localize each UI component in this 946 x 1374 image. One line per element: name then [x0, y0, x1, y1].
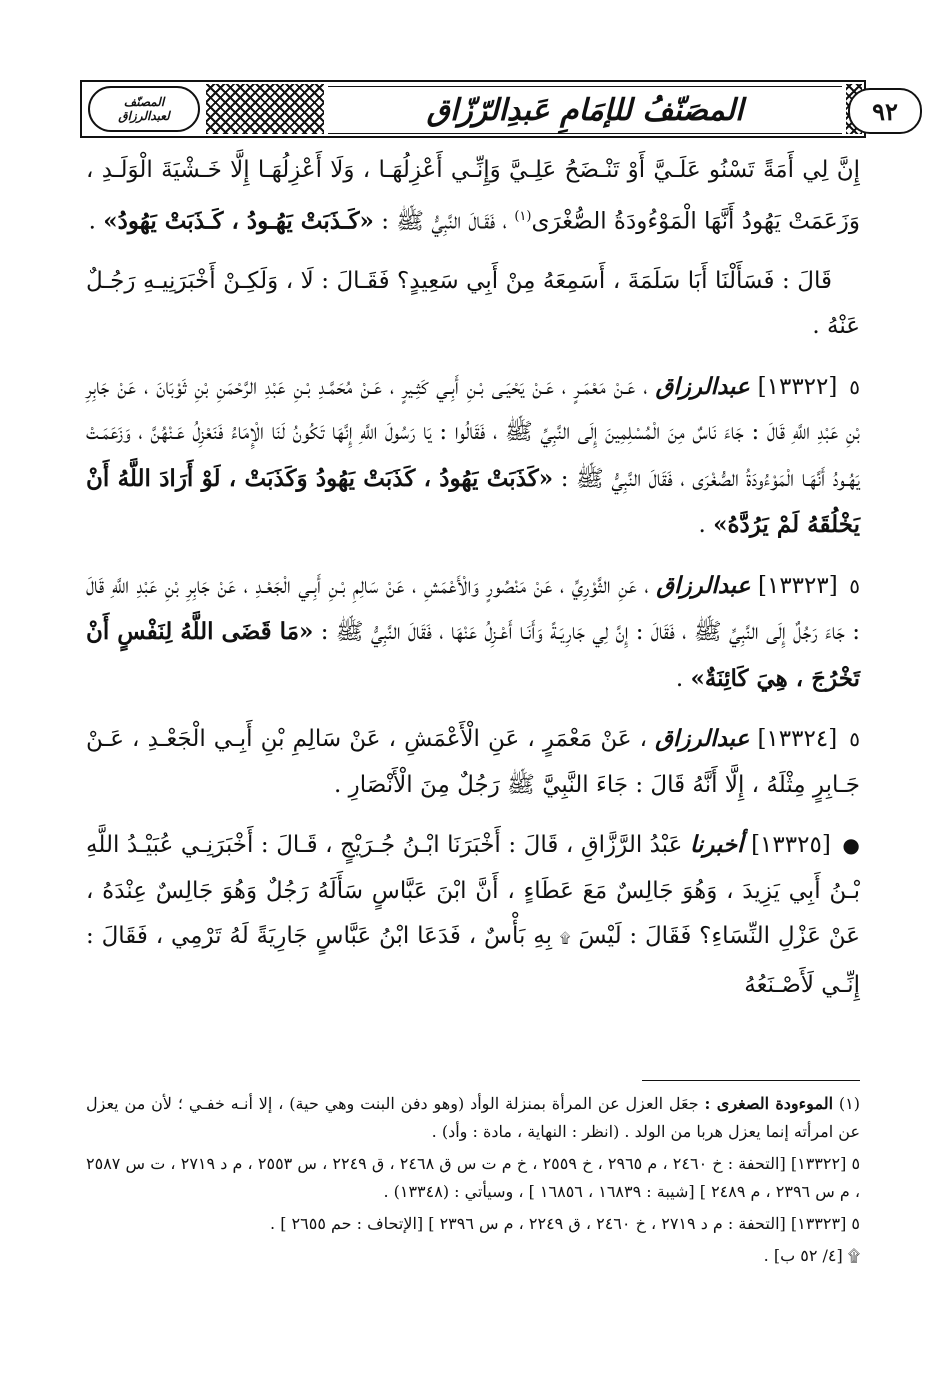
narrator-name: أخبرنا	[689, 831, 744, 859]
hadith-marker: ٥	[849, 374, 861, 399]
text-segment: .	[675, 665, 684, 692]
footnote-folio	[86, 1242, 860, 1270]
text-segment: ، فَقَـالَ النَّبِيُّ ﷺ :	[381, 208, 508, 235]
folio-mark-icon: ۩	[847, 1246, 860, 1265]
text-segment: إِنَّ لِي أَمَةً تَسْنُو عَلَـيَّ أَوْ تَنْـضَحُ عَلِـيَّ وَإِنِّـي أَعْزِلُهَـا ، وَلَا أَعْزِلُهَـا إِلَّا خَـشْيَةَ الْوَلَـدِ ، وَزَعَمَتْ يَهُودُ أَنَّهَا الْمَوْءُودَةُ الصُّغْرَى	[86, 157, 860, 235]
footnote-1	[86, 1090, 860, 1146]
page-number: ٩٢	[872, 96, 898, 126]
hadith-marker: ●	[842, 833, 861, 858]
hadith-number: [١٣٣٢٤]	[757, 726, 838, 753]
paragraph-continuation	[86, 148, 860, 245]
header-ornament-left	[206, 84, 324, 134]
hadith-marker: ٥	[849, 727, 861, 752]
text-segment: ، عَنْ مَعْمَرٍ ، عَنِ الْأَعْمَشِ ، عَنْ سَالِمِ بْنِ أَبِـي الْجَعْـدِ ، عَـنْ جَـابِرٍ مِثْلَهُ ، إِلَّا أَنَّهُ قَالَ : جَاءَ النَّبِيَّ ﷺ رَجُلٌ مِنَ الْأَنْصَارِ .	[86, 726, 860, 798]
text-segment: قَالَ : فَسَأَلْنَا أَبَا سَلَمَةَ ، أَسَمِعَهُ مِنْ أَبِي سَعِيدٍ؟ فَقَـالَ : لَا ، وَلَكِـنْ أَخْبَرَنِيـهِ رَجُـلٌ عَنْهُ .	[86, 267, 860, 340]
text-segment: عَبْدُ الرَّزَّاقِ ، قَالَ : أَخْبَرَنَا ابْـنُ جُـرَيْجٍ ، قَـالَ : أَخْبَرَنِـي عُبَيْـدُ اللَّهِ بْـنُ أَبِي يَزِيدَ ، وَهُوَ جَالِسٌ مَعَ عَطَاءٍ ، أَنَّ ابْنَ عَبَّاسٍ سَأَلَهُ رَجُلٌ وَهُوَ جَالِسٌ عِنْدَهُ ، عَنْ عَزْلِ النِّسَاءِ؟ فَقَالَ : لَيْسَ	[86, 832, 861, 950]
text-segment: ، عَنِ الثَّوْرِيِّ ، عَنْ مَنْصُورٍ وَالْأَعْمَشِ ، عَنْ سَالِمِ بْـنِ أَبِـي الْجَعْـدِ ، عَنْ جَابِرِ بْنِ عَبْدِ اللَّهِ قَالَ : جَاءَ رَجُلٌ إِلَى النَّبِيِّ ﷺ ، فَقَالَ : إِنَّ لِي جَارِيَـةً وَأَنَـا أَعْـزِلُ عَنْهَا ، فَقَالَ النَّبِيُّ ﷺ :	[86, 572, 861, 646]
footnote-ref[interactable]: (١)	[514, 208, 532, 224]
page-number-box	[848, 88, 922, 134]
footnote-marker: ٥	[851, 1214, 860, 1233]
footnote-text: [١٣٣٢٢] [التحفة : خ ٢٤٦٠ ، م ٢٩٦٥ ، خ ٢٥٥٩ ، خ م ت س ق ٢٤٦٨ ، ق ٢٢٤٩ ، س ٢٥٥٣ ، م د ٢٧١٩ ، ت س ٢٥٨٧ ، م س ٢٣٩٦ ، م ٢٤٨٩ ] [شيبة : ١٦٨٣٩ ، ١٦٨٥٦ ] ، وسيأتي : (١٣٣٤٨) .	[86, 1154, 860, 1201]
hadith-number: [١٣٣٢٢]	[757, 373, 838, 400]
narrator-name: عبدالرزاق	[655, 372, 750, 400]
paragraph-note	[86, 259, 860, 350]
footnote-text: [١٣٣٢٣] [التحفة : م د ٢٧١٩ ، خ ٢٤٦٠ ، ق ٢٢٤٩ ، م س ٢٣٩٦ ] [الإتحاف : حم ٢٦٥٥ ] .	[270, 1214, 847, 1233]
text-segment: ، عَـنْ مَعْمَـرٍ ، عَـنْ يَحْيَـى بْـنِ أَبِـي كَثِـيرٍ ، عَـنْ مُحَمَّـدِ بْـنِ عَبْدِ الرَّحْمَنِ بْنِ ثَوْبَانَ ، عَنْ جَابِرِ بْنِ عَبْدِ اللَّهِ قَالَ : جَاءَ نَاسٌ مِنَ الْمُسْلِمِينَ إِلَى النَّبِيِّ ﷺ ، فَقَالُوا : يَا رَسُولَ اللَّهِ إِنَّهَا تَكُونُ لَنَا الْإِمَاءُ فَنَعْزِلُ عَـنْهُنَّ ، وَزَعَمَـتْ يَهُـودُ أَنَّهَـا الْمَوْءُودَةُ الصُّغْرَى ، فَقَالَ النَّبِيُّ ﷺ :	[86, 373, 860, 492]
footnote-13322	[86, 1150, 860, 1206]
book-logo	[88, 86, 200, 132]
text-segment: .	[698, 512, 706, 539]
hadith-quote: «مَا قَضَى اللَّهُ لِنَفْسٍ أَنْ تَخْرُجَ ، هِيَ كَائِنَةٌ»	[86, 618, 860, 692]
folio-mark-icon: ۩	[559, 931, 571, 948]
footnote-text: جعَل العزل عن المرأة بمنزلة الوأد (وهو دفن البنت وهي حية) ، إلا أنـه خفـي ؛ لأن من يعزل عن امرأته إنما يعزل هربا من الولد . (انظر : النهاية ، مادة : وأد) .	[86, 1094, 860, 1141]
narrator-name: عبدالرزاق	[656, 571, 751, 599]
footnote-marker: ٥	[851, 1154, 861, 1173]
text-segment: .	[88, 208, 96, 235]
page-header	[80, 80, 898, 138]
hadith-quote: «كَـذَبَتْ يَهُـودُ ، كَـذَبَتْ يَهُودُ»	[103, 207, 374, 235]
text-segment: بِهِ بَأْسٌ ، فَدَعَا ابْنُ عَبَّاسٍ جَارِيَةً لَهُ تَرْمِي ، فَقَالَ : إِنِّـي لَأَصْـنَعُهُ	[86, 923, 860, 998]
footnotes	[86, 1090, 860, 1274]
footnote-13323	[86, 1210, 860, 1238]
hadith-marker: ٥	[849, 573, 860, 598]
book-logo-line-1: المصنّف	[123, 95, 165, 109]
hadith-13324	[86, 716, 860, 808]
hadith-13323	[86, 563, 860, 703]
header-title-box	[328, 86, 842, 134]
footnote-number: (١)	[838, 1094, 860, 1113]
hadith-number: [١٣٣٢٣]	[757, 572, 838, 599]
main-text	[86, 148, 860, 1008]
book-logo-line-2: لعبدالرزاق	[118, 109, 170, 123]
book-title: المصَنّفُ للإمَامِ عَبدِالرّزّاق	[426, 92, 744, 128]
footnote-divider	[642, 1080, 860, 1081]
footnote-term: الموءودة الصغرى :	[704, 1094, 834, 1113]
hadith-13325	[86, 822, 860, 1008]
footnote-text: [٤/ ٥٢ ب] .	[763, 1246, 843, 1265]
hadith-quote: «كَذَبَتْ يَهُودُ ، كَذَبَتْ يَهُودُ وَكَذَبَتْ ، لَوْ أَرَادَ اللَّهُ أَنْ يَخْلُقَهُ لَمْ يَرُدَّهُ»	[86, 464, 860, 539]
hadith-13322	[86, 364, 860, 549]
hadith-number: [١٣٣٢٥]	[751, 832, 831, 859]
narrator-name: عبدالرزاق	[655, 725, 750, 753]
